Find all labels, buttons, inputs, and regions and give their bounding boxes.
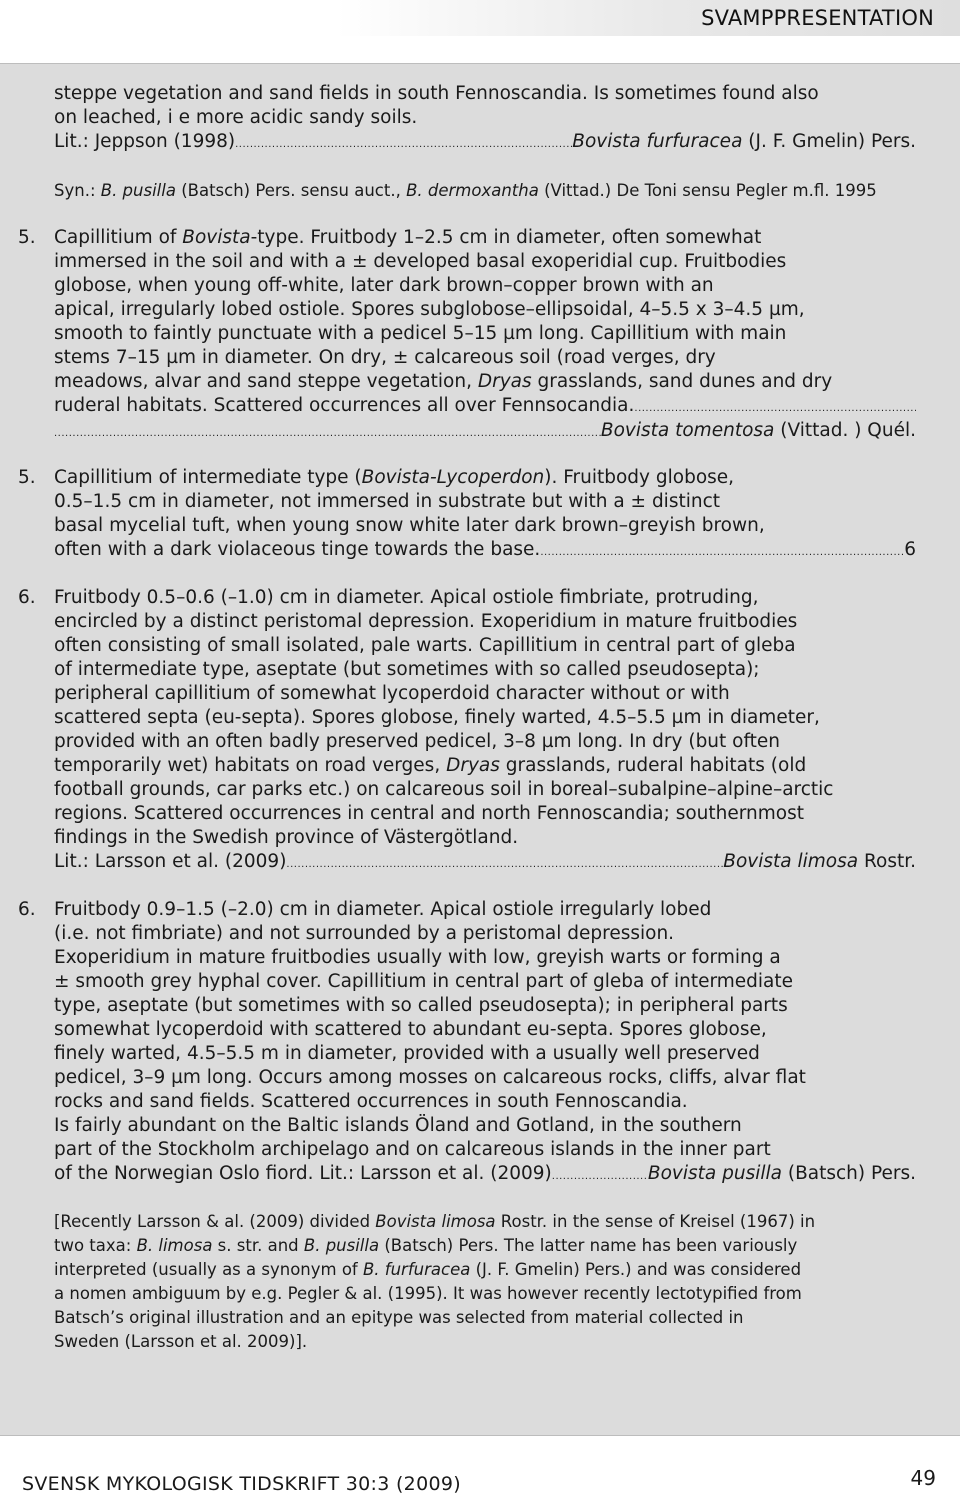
section-header-bar xyxy=(0,0,960,36)
text-line: peripheral capillitium of somewhat lycoperdoid character without or with xyxy=(54,683,730,704)
text-line: on leached, i e more acidic sandy soils. xyxy=(54,107,418,128)
text-line: temporarily wet) habitats on road verges, Dryas grasslands, ruderal habitats (old xyxy=(54,755,807,776)
text-line: football grounds, car parks etc.) on calcareous soil in boreal–subalpine–alpine–arctic xyxy=(54,779,834,800)
text-line: scattered septa (eu-septa). Spores globose, finely warted, 4.5–5.5 µm in diameter, xyxy=(54,707,820,728)
text-line: apical, irregularly lobed ostiole. Spores subglobose–ellipsoidal, 4–5.5 x 3–4.5 µm, xyxy=(54,299,805,320)
couplet-number: 6. xyxy=(18,587,36,608)
text-line: type, aseptate (but sometimes with so called pseudosepta); in peripheral parts xyxy=(54,995,788,1016)
couplet-number: 5. xyxy=(18,227,36,248)
couplet-number: 5. xyxy=(18,467,36,488)
text-line: Fruitbody 0.5–0.6 (–1.0) cm in diameter. Apical ostiole fimbriate, protruding, xyxy=(54,587,759,608)
text-line: meadows, alvar and sand steppe vegetation, Dryas grasslands, sand dunes and dry xyxy=(54,371,833,392)
key-lead-line: ruderal habitats. Scattered occurrences all over Fennsocandia. ..... xyxy=(54,394,916,421)
synonym-line: Syn.: B. pusilla (Batsch) Pers. sensu auct., B. dermoxantha (Vittad.) De Toni sensu Pegler m.fl. 1995 xyxy=(54,181,877,200)
text-line: Exoperidium in mature fruitbodies usually with low, greyish warts or forming a xyxy=(54,947,781,968)
text-line: Capillitium of Bovista-type. Fruitbody 1–2.5 cm in diameter, often somewhat xyxy=(54,227,762,248)
text-line: steppe vegetation and sand fields in south Fennoscandia. Is sometimes found also xyxy=(54,83,819,104)
text-line: ± smooth grey hyphal cover. Capillitium in central part of gleba of intermediate xyxy=(54,971,794,992)
text-line: part of the Stockholm archipelago and on calcareous islands in the inner part xyxy=(54,1139,771,1160)
text-line: rocks and sand fields. Scattered occurrences in south Fennoscandia. xyxy=(54,1091,688,1112)
taxon-name: Bovista furfuracea xyxy=(572,131,743,152)
note-line: two taxa: B. limosa s. str. and B. pusilla (Batsch) Pers. The latter name has been variously xyxy=(54,1236,798,1255)
note-line: interpreted (usually as a synonym of B. furfuracea (J. F. Gmelin) Pers.) and was considered xyxy=(54,1260,802,1279)
journal-title: SVENSK MYKOLOGISK TIDSKRIFT 30:3 (2009) xyxy=(22,1473,461,1495)
key-lead-line: Lit.: Larsson et al. (2009) ..... Bovista limosa Rostr. xyxy=(54,850,916,877)
text-line: of intermediate type, aseptate (but sometimes with so called pseudosepta); xyxy=(54,659,760,680)
taxon-name: Bovista limosa xyxy=(723,851,859,872)
note-line: [Recently Larsson & al. (2009) divided Bovista limosa Rostr. in the sense of Kreisel (1967) in xyxy=(54,1212,816,1231)
text-line: findings in the Swedish province of Västergötland. xyxy=(54,827,519,848)
text-line: finely warted, 4.5–5.5 m in diameter, provided with a usually well preserved xyxy=(54,1043,760,1064)
text-line: Is fairly abundant on the Baltic islands Öland and Gotland, in the southern xyxy=(54,1115,742,1136)
key-lead-line: ..... Bovista tomentosa (Vittad. ) Quél. xyxy=(54,419,916,446)
taxon-name: Bovista tomentosa xyxy=(600,420,775,441)
note-line: a nomen ambiguum by e.g. Pegler & al. (1995). It was however recently lectotypified from xyxy=(54,1284,802,1303)
text-line: smooth to faintly punctuate with a pedicel 5–15 µm long. Capillitium with main xyxy=(54,323,787,344)
key-lead-line: often with a dark violaceous tinge towards the base. ..... 6 xyxy=(54,538,916,565)
text-line: encircled by a distinct peristomal depression. Exoperidium in mature fruitbodies xyxy=(54,611,798,632)
note-line: Batsch’s original illustration and an epitype was selected from material collected in xyxy=(54,1308,744,1327)
taxon-name: Bovista pusilla xyxy=(647,1163,782,1184)
couplet-number: 6. xyxy=(18,899,36,920)
text-line: often consisting of small isolated, pale warts. Capillitium in central part of gleba xyxy=(54,635,796,656)
text-line: regions. Scattered occurrences in central and north Fennoscandia; southernmost xyxy=(54,803,804,824)
key-lead-line: Lit.: Jeppson (1998) ..... Bovista furfuracea (J. F. Gmelin) Pers. xyxy=(54,130,916,157)
text-line: Capillitium of intermediate type (Bovista-Lycoperdon). Fruitbody globose, xyxy=(54,467,735,488)
text-line: 0.5–1.5 cm in diameter, not immersed in substrate but with a ± distinct xyxy=(54,491,721,512)
section-title: SVAMPPRESENTATION xyxy=(701,6,934,30)
text-line: stems 7–15 µm in diameter. On dry, ± calcareous soil (road verges, dry xyxy=(54,347,716,368)
note-line: Sweden (Larsson et al. 2009)]. xyxy=(54,1332,308,1351)
text-line: globose, when young off-white, later dark brown–copper brown with an xyxy=(54,275,714,296)
text-line: provided with an often badly preserved pedicel, 3–8 µm long. In dry (but often xyxy=(54,731,781,752)
text-line: somewhat lycoperdoid with scattered to abundant eu-septa. Spores globose, xyxy=(54,1019,767,1040)
text-line: (i.e. not fimbriate) and not surrounded by a peristomal depression. xyxy=(54,923,675,944)
key-lead-line: of the Norwegian Oslo fiord. Lit.: Larsson et al. (2009) ..... Bovista pusilla (Batsch) Pers. xyxy=(54,1162,916,1189)
page-number: 49 xyxy=(910,1466,936,1490)
lead-target: 6 xyxy=(904,539,916,560)
text-line: basal mycelial tuft, when young snow white later dark brown–greyish brown, xyxy=(54,515,765,536)
text-line: Fruitbody 0.9–1.5 (–2.0) cm in diameter. Apical ostiole irregularly lobed xyxy=(54,899,712,920)
text-line: pedicel, 3–9 µm long. Occurs among mosses on calcareous rocks, cliffs, alvar flat xyxy=(54,1067,806,1088)
text-line: immersed in the soil and with a ± developed basal exoperidial cup. Fruitbodies xyxy=(54,251,787,272)
